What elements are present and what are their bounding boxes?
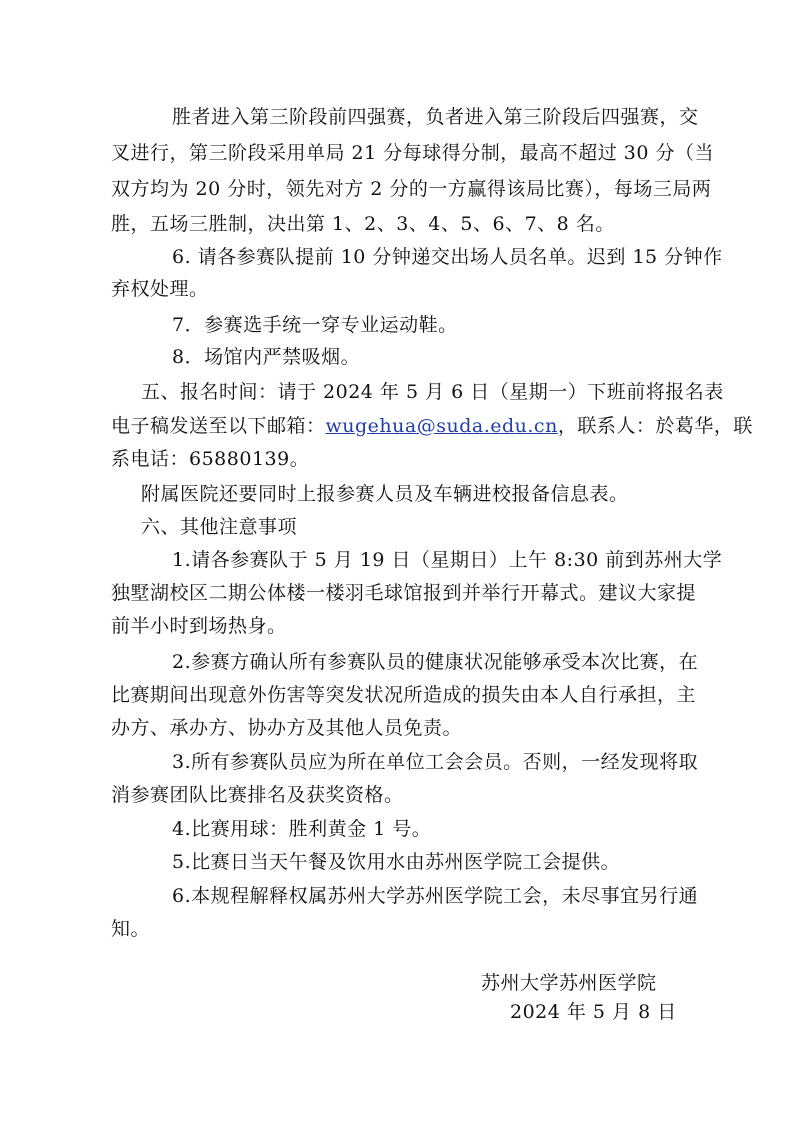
paragraph-line: 消参赛团队比赛排名及获奖资格。 bbox=[111, 784, 404, 806]
paragraph-line: 双方均为 20 分时，领先对方 2 分的一方赢得该局比赛），每场三局两 bbox=[111, 178, 712, 200]
paragraph-line: 办方、承办方、协办方及其他人员免责。 bbox=[111, 717, 463, 739]
paragraph-line: 弃权处理。 bbox=[111, 278, 209, 300]
paragraph-line: 前半小时到场热身。 bbox=[111, 615, 287, 637]
paragraph-line: 6.本规程解释权属苏州大学苏州医学院工会，未尽事宜另行通 bbox=[172, 885, 699, 907]
paragraph-line: 独墅湖校区二期公体楼一楼羽毛球馆报到并举行开幕式。建议大家提 bbox=[111, 582, 697, 604]
paragraph-line bbox=[111, 414, 753, 438]
section-heading-notes: 六、其他注意事项 bbox=[141, 516, 298, 538]
paragraph-line: 叉进行，第三阶段采用单局 21 分每球得分制，最高不超过 30 分（当 bbox=[111, 142, 715, 164]
paragraph-line: 3.所有参赛队员应为所在单位工会会员。否则，一经发现将取 bbox=[172, 751, 699, 773]
paragraph-line: 附属医院还要同时上报参赛人员及车辆进校报备信息表。 bbox=[141, 483, 629, 505]
paragraph-line: 2.参赛方确认所有参赛队员的健康状况能够承受本次比赛，在 bbox=[172, 651, 699, 673]
paragraph-line: 胜者进入第三阶段前四强赛，负者进入第三阶段后四强赛，交 bbox=[172, 106, 699, 128]
contact-text: ，联系人：於葛华，联 bbox=[557, 415, 753, 437]
paragraph-line: 5.比赛日当天午餐及饮用水由苏州医学院工会提供。 bbox=[172, 851, 621, 873]
paragraph-line: 1.请各参赛队于 5 月 19 日（星期日）上午 8:30 前到苏州大学 bbox=[172, 549, 723, 571]
paragraph-line: 比赛期间出现意外伤害等突发状况所造成的损失由本人自行承担，主 bbox=[111, 684, 697, 706]
email-link[interactable]: wugehua@suda.edu.cn bbox=[325, 415, 558, 437]
paragraph-line: 8．场馆内严禁吸烟。 bbox=[172, 346, 361, 368]
signature-date: 2024 年 5 月 8 日 bbox=[510, 1001, 677, 1023]
section-heading-registration: 五、报名时间：请于 2024 年 5 月 6 日（星期一）下班前将报名表 bbox=[141, 381, 724, 403]
paragraph-line: 胜，五场三胜制，决出第 1、2、3、4、5、6、7、8 名。 bbox=[111, 213, 615, 235]
signature-organization: 苏州大学苏州医学院 bbox=[481, 972, 657, 994]
paragraph-line: 知。 bbox=[111, 918, 151, 940]
paragraph-line: 4.比赛用球：胜利黄金 1 号。 bbox=[172, 818, 432, 840]
paragraph-line: 6. 请各参赛队提前 10 分钟递交出场人员名单。迟到 15 分钟作 bbox=[172, 246, 723, 268]
paragraph-line: 7．参赛选手统一穿专业运动鞋。 bbox=[172, 314, 458, 336]
email-prefix-text: 电子稿发送至以下邮箱： bbox=[111, 415, 326, 437]
paragraph-line: 系电话：65880139。 bbox=[111, 448, 310, 470]
